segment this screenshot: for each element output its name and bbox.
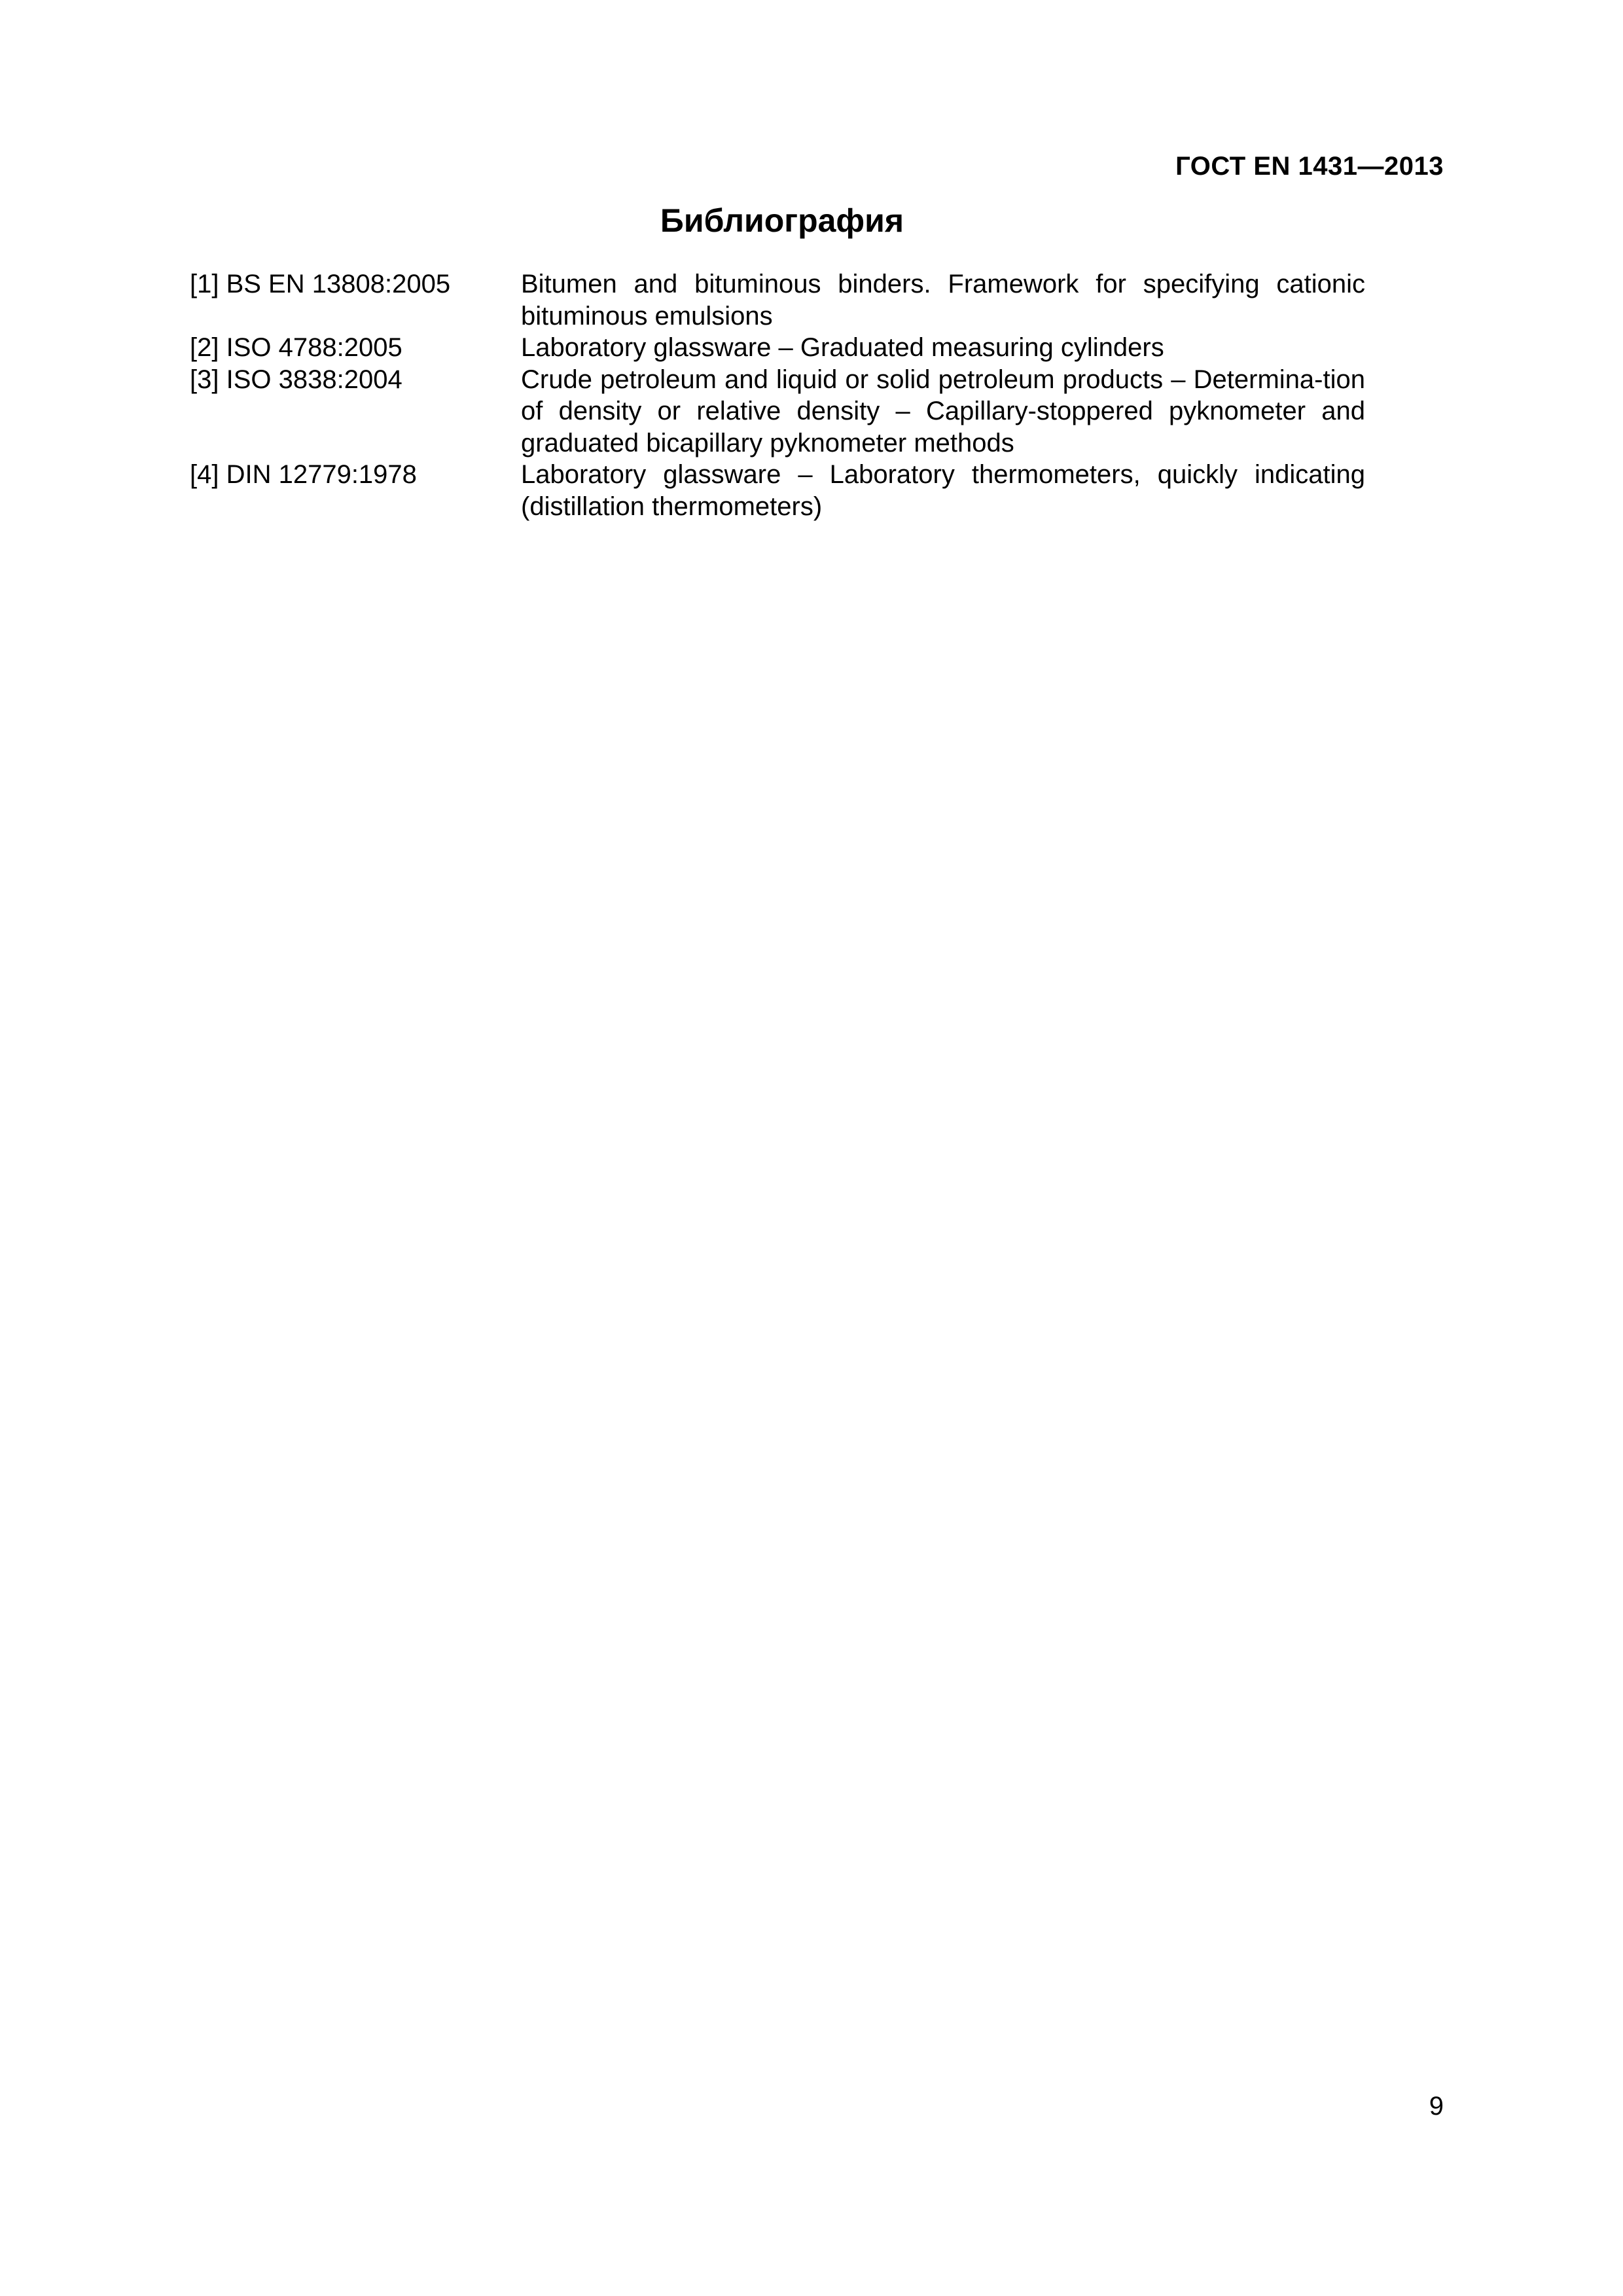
bibliography-list [190,268,1365,522]
page-number: 9 [1429,2092,1444,2121]
bibliography-reference-title: Crude petroleum and liquid or solid petroleum products – Determina-tion of density or relative density – Capillary-stoppered pyknometer and graduated bicapillary pyknometer methods [521,365,1365,457]
bibliography-reference-title: Bitumen and bituminous binders. Framework for specifying cationic bituminous emulsions [521,270,1365,331]
bibliography-reference-id: [2] ISO 4788:2005 [190,333,402,362]
bibliography-reference-id: [4] DIN 12779:1978 [190,460,417,489]
bibliography-reference-id: [1] BS EN 13808:2005 [190,270,451,298]
bibliography-reference-title: Laboratory glassware – Laboratory thermometers, quickly indicating (distillation thermometers) [521,460,1365,521]
bibliography-entry [190,268,1365,332]
bibliography-reference-title: Laboratory glassware – Graduated measuring cylinders [521,333,1164,362]
bibliography-entry [190,332,1365,364]
document-identifier: ГОСТ EN 1431—2013 [1175,152,1444,181]
section-title: Библиография [660,202,904,239]
bibliography-entry [190,459,1365,522]
bibliography-reference-id: [3] ISO 3838:2004 [190,365,402,394]
bibliography-entry [190,364,1365,459]
